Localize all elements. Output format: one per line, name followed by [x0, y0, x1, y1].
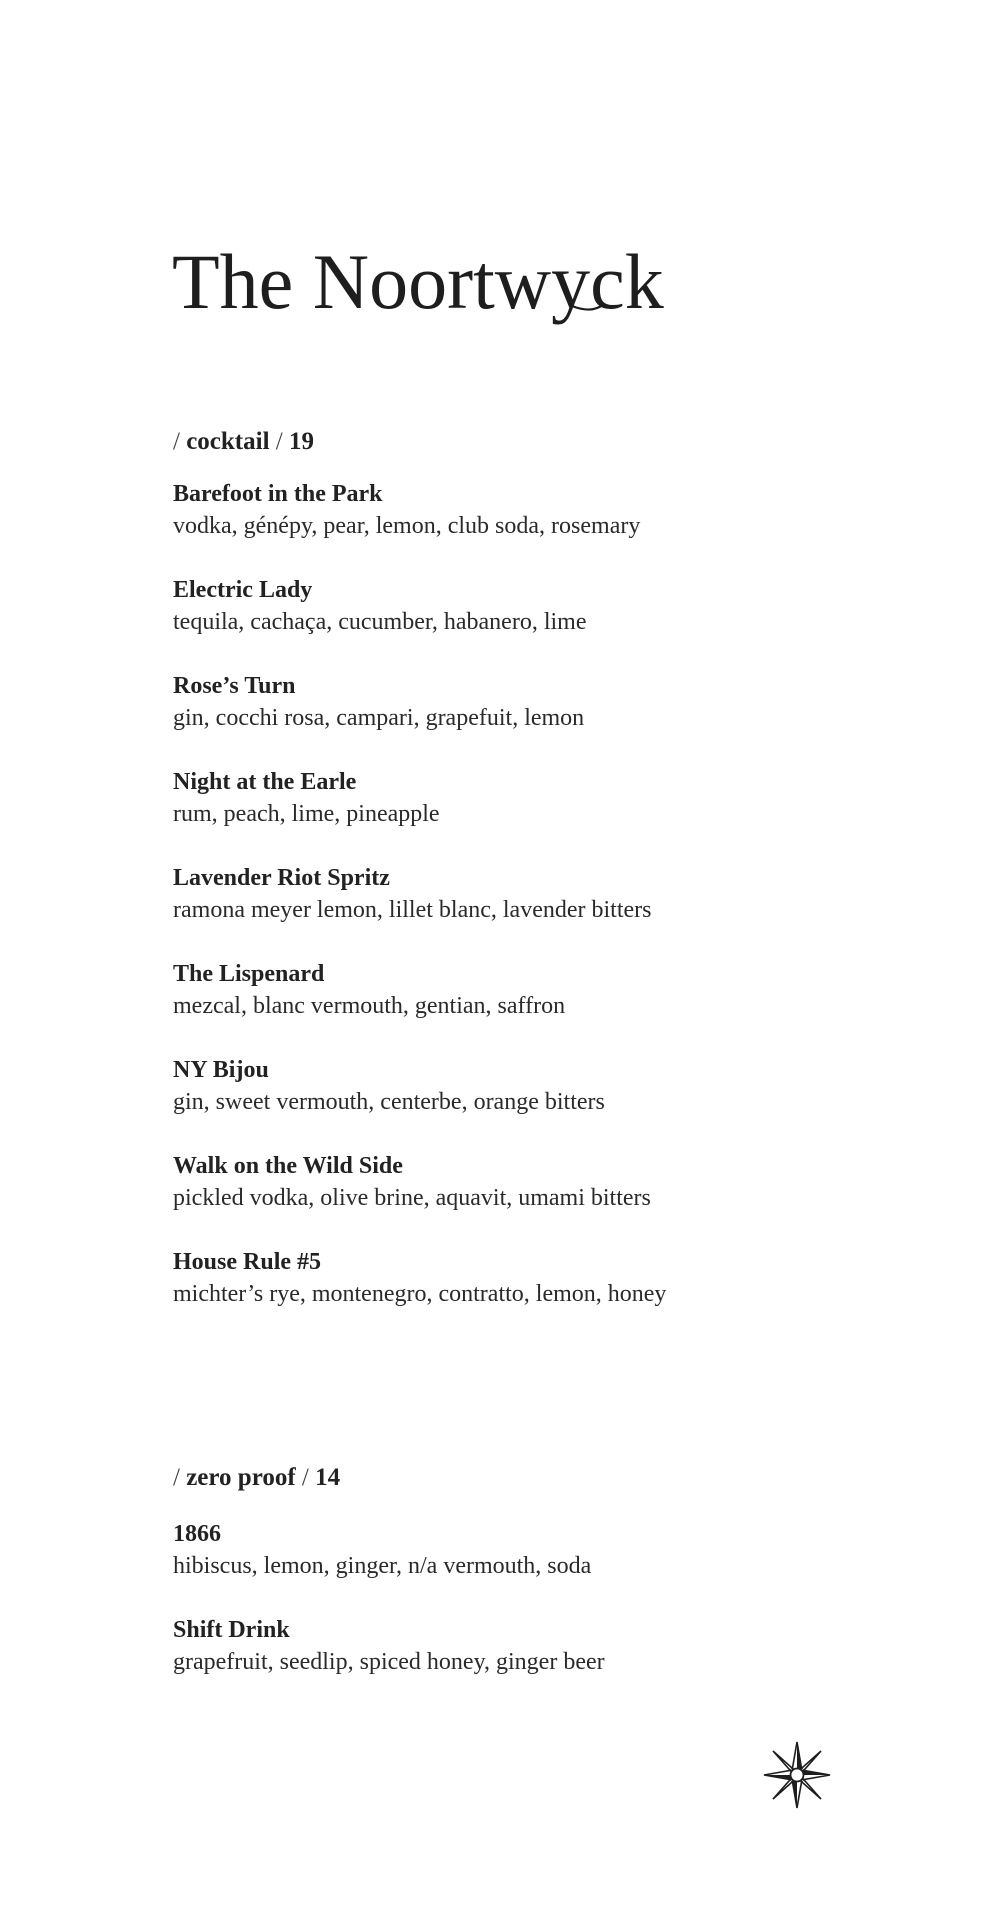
compass-star-icon: [762, 1740, 832, 1810]
section-name: cocktail: [186, 428, 270, 455]
zero-proof-list: [173, 1518, 953, 1710]
menu-item: [173, 574, 953, 670]
menu-item-name: NY Bijou: [173, 1057, 269, 1083]
menu-item-description: rum, peach, lime, pineapple: [173, 801, 440, 827]
menu-item: [173, 670, 953, 766]
heading-slash: /: [301, 1464, 309, 1491]
menu-item-description: grapefruit, seedlip, spiced honey, ginger beer: [173, 1649, 605, 1675]
heading-slash: /: [275, 428, 283, 455]
menu-item-name: Lavender Riot Spritz: [173, 865, 390, 891]
menu-item: [173, 1518, 953, 1614]
menu-item-name: Night at the Earle: [173, 769, 357, 795]
menu-item-description: gin, cocchi rosa, campari, grapefuit, lemon: [173, 705, 585, 731]
cocktail-list: [173, 478, 953, 1342]
menu-item: [173, 958, 953, 1054]
menu-item-description: michter’s rye, montenegro, contratto, lemon, honey: [173, 1281, 667, 1307]
menu-item-name: Rose’s Turn: [173, 673, 296, 699]
menu-item-name: Shift Drink: [173, 1617, 290, 1643]
restaurant-logo: [172, 222, 664, 332]
menu-item: [173, 1614, 953, 1710]
menu-item: [173, 1246, 953, 1342]
menu-item-description: mezcal, blanc vermouth, gentian, saffron: [173, 993, 566, 1019]
zero-proof-section: [173, 1458, 953, 1710]
menu-item: [173, 862, 953, 958]
menu-item-description: tequila, cachaça, cucumber, habanero, lime: [173, 609, 587, 635]
menu-item-description: pickled vodka, olive brine, aquavit, umami bitters: [173, 1185, 651, 1211]
star-emblem: [762, 1740, 832, 1810]
heading-slash: /: [173, 1464, 180, 1491]
section-name: zero proof: [186, 1464, 296, 1491]
cocktail-section: [173, 422, 953, 1342]
section-price: 14: [315, 1464, 341, 1491]
menu-item-description: vodka, génépy, pear, lemon, club soda, rosemary: [173, 513, 641, 539]
section-heading-zero-proof: [173, 1458, 953, 1498]
menu-item-name: 1866: [173, 1521, 221, 1547]
menu-item-description: ramona meyer lemon, lillet blanc, lavender bitters: [173, 897, 652, 923]
logo-text: The Noortwyck: [172, 238, 664, 325]
menu-item: [173, 766, 953, 862]
section-heading-cocktail: [173, 422, 953, 462]
logo-wordmark: [172, 222, 664, 332]
menu-item: [173, 1054, 953, 1150]
menu-item-description: gin, sweet vermouth, centerbe, orange bitters: [173, 1089, 605, 1115]
menu-item-name: House Rule #5: [173, 1249, 322, 1275]
section-price: 19: [288, 428, 314, 455]
menu-item-name: Barefoot in the Park: [173, 481, 383, 507]
menu-item: [173, 478, 953, 574]
heading-slash: /: [173, 428, 180, 455]
menu-item-name: Electric Lady: [173, 577, 313, 603]
menu-item-name: Walk on the Wild Side: [173, 1153, 403, 1179]
menu-item: [173, 1150, 953, 1246]
menu-item-description: hibiscus, lemon, ginger, n/a vermouth, soda: [173, 1553, 592, 1579]
menu-item-name: The Lispenard: [173, 961, 325, 987]
